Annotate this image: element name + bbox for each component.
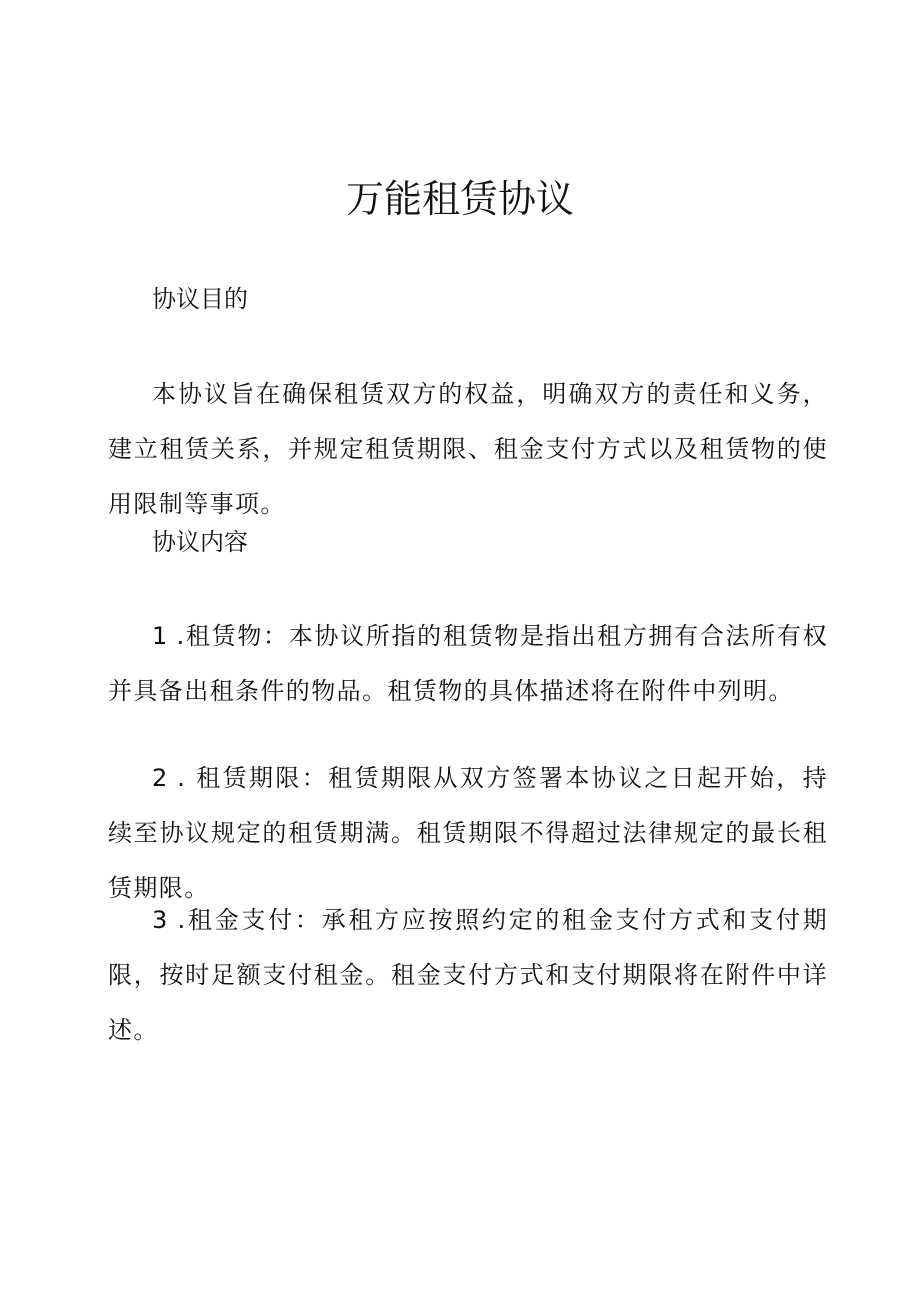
item-text: .租金支付：承租方应按照约定的租金支付方式和支付期限，按时足额支付租金。租金支付方式和支付期限将在附件中详述。	[108, 906, 828, 1044]
section-heading-content: 协议内容	[152, 528, 248, 556]
item-number: 2	[152, 764, 168, 792]
item-number: 1	[152, 622, 168, 650]
content-item-2	[108, 751, 828, 916]
purpose-paragraph: 本协议旨在确保租赁双方的权益，明确双方的责任和义务，建立租赁关系，并规定租赁期限、租金支付方式以及租赁物的使用限制等事项。	[108, 380, 828, 518]
item-text: . 租赁期限：租赁期限从双方签署本协议之日起开始，持续至协议规定的租赁期满。租赁期限不得超过法律规定的最长租赁期限。	[108, 764, 828, 902]
document-title: 万能租赁协议	[345, 177, 574, 221]
content-item-1	[108, 609, 828, 719]
item-number: 3	[152, 906, 168, 934]
section-heading-purpose: 协议目的	[152, 285, 248, 313]
item-text: .租赁物：本协议所指的租赁物是指出租方拥有合法所有权并具备出租条件的物品。租赁物的具体描述将在附件中列明。	[108, 622, 828, 705]
content-item-3	[108, 893, 828, 1058]
